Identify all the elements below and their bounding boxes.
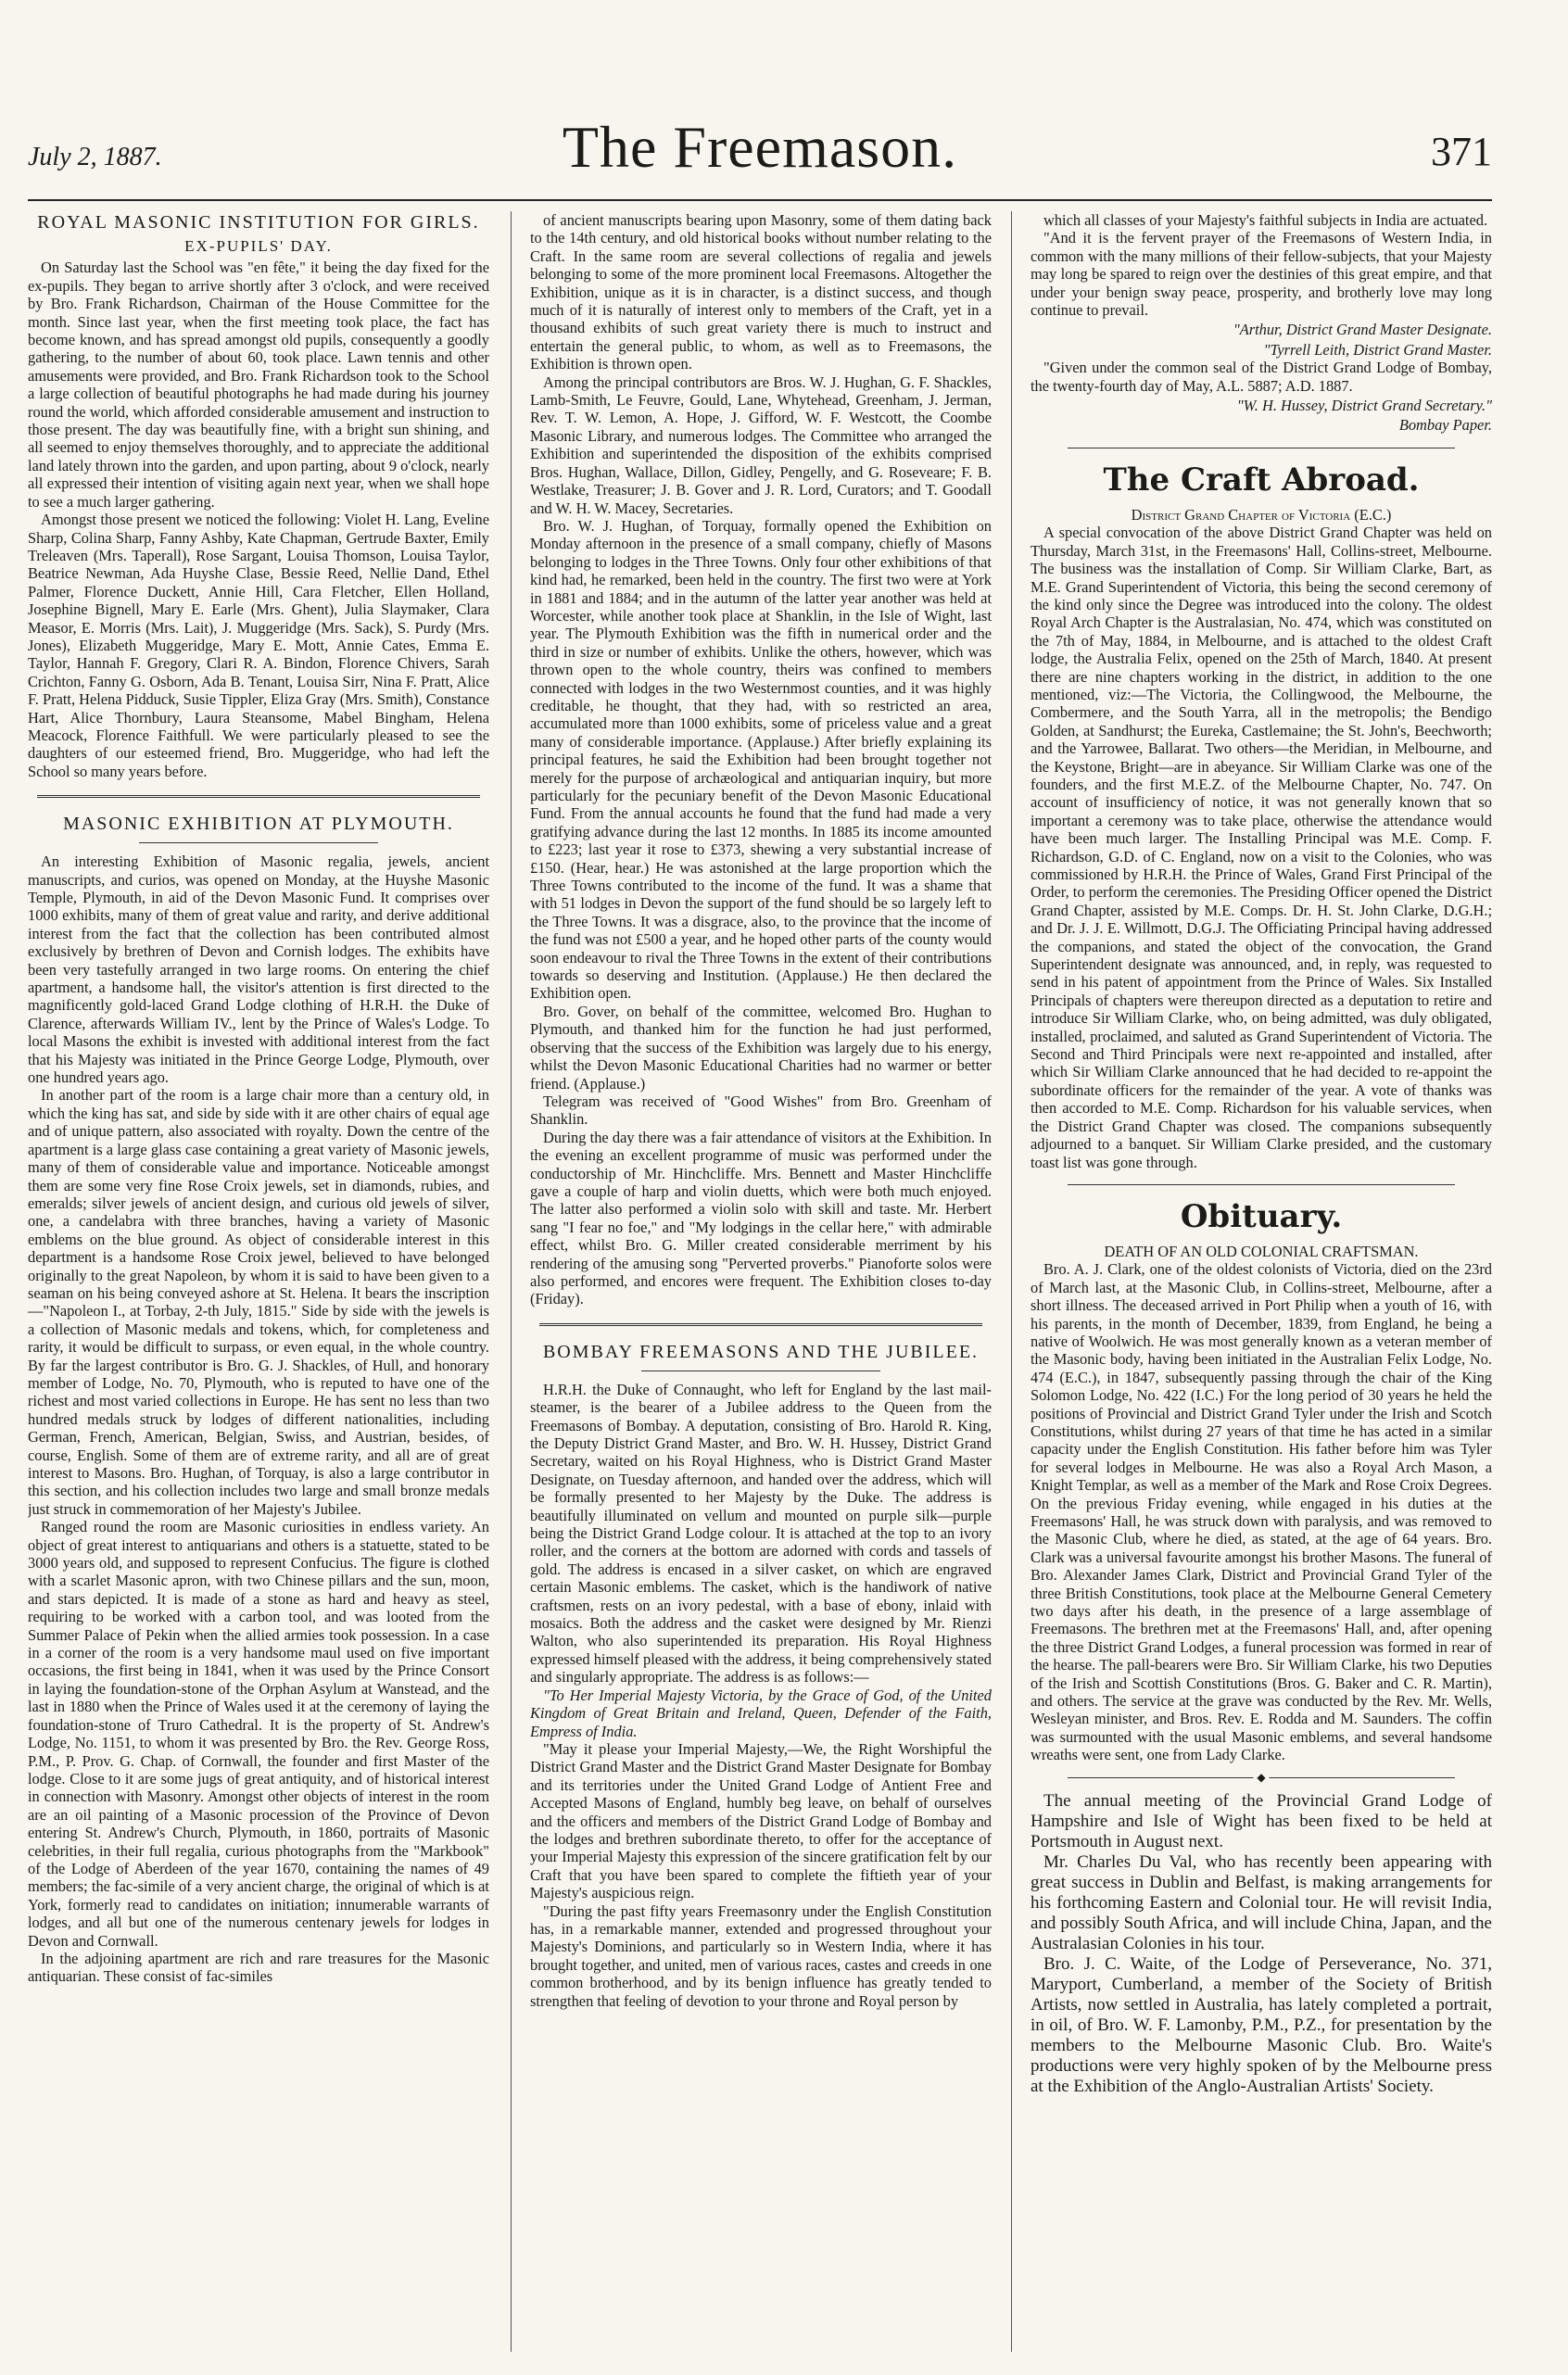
paragraph: Bro. J. C. Waite, of the Lodge of Perseverance, No. 371, Maryport, Cumberland, a member of the Society of British Artists, now settled in Australia, has lately completed a portrait, in oil, of Bro. W. F. Lamonby, P.M., P.Z., for presentation by the members to the Melbourne Masonic Club. Bro. Waite's productions were very highly spoken of by the Melbourne press at the Exhibition of the Anglo-Australian Artists' Society. <box>1031 1953 1492 2096</box>
article-title-plymouth-exhibition: MASONIC EXHIBITION AT PLYMOUTH. <box>63 814 454 835</box>
paragraph: Amongst those present we noticed the following: Violet H. Lang, Eveline Sharp, Colina Sharp, Fanny Ashby, Kate Chapman, Gertrude Baxter, Emily Treleaven (Mrs. Taperall), Rose Sargant, Louisa Thomson, Louisa Taylor, Beatrice Newman, Ada Huyshe Clase, Bessie Reed, Nellie Dand, Ethel Palmer, Florence Duckett, Annie Hill, Cara Fletcher, Ellen Holland, Josephine Bignell, Mary E. Earle (Mrs. Ghent), Julia Slaymaker, Clara Measor, E. Morris (Mrs. Lait), J. Muggeridge (Mrs. Sack), S. Purdy (Mrs. Jones), Elizabeth Muggeridge, Mary E. Mott, Annie Cates, Emma E. Taylor, Hannah F. Gregory, Clari R. A. Bindon, Florence Chivers, Sarah Crichton, Fanny G. Osborn, Ada B. Tenant, Louisa Sirr, Nina F. Pratt, Alice F. Pratt, Helena Pidduck, Susie Tippler, Eliza Gray (Mrs. Smith), Constance Hart, Alice Thornbury, Laura Steansome, Mabel Bingham, Helena Meacock, Florence Faithfull. We were particularly pleased to see the daughters of our esteemed friend, Bro. Muggeridge, who had left the School so many years before. <box>28 511 489 780</box>
ornament-divider <box>1068 1777 1455 1778</box>
paragraph: Ranged round the room are Masonic curiosities in endless variety. An object of great interest to antiquarians and others is a statuette, stated to be 3000 years old, and supposed to represent Confucius. The figure is clothed with a scarlet Masonic apron, with two Chinese pillars and the sun, moon, and stars depicted. It is made of a stone as hard and heavy as steel, requiring to be worked with a carbon tool, and was looted from the Summer Palace of Pekin when the allied armies took possession. In a case in a corner of the room is a very handsome maul used on five important occasions, the first being in 1841, when it was used by the Prince Consort in laying the foundation-stone of the Orphan Asylum at Wanstead, and the last in 1880 when the Prince of Wales used it at the ceremony of laying the foundation-stone of Truro Cathedral. It is the property of St. Andrew's Lodge, No. 1151, to whom it was presented by Bro. the Rev. George Ross, P.M., P. Prov. G. Chap. of Cornwall, the founder and first Master of the lodge. Close to it are some jugs of great antiquity, and of historical interest in connection with Masonry. Amongst other objects of interest in the room are an oil painting of a Masonic procession of the Province of Devon entering St. Andrew's Church, Plymouth, in 1860, portraits of Masonic celebrities, in their full regalia, curious photographs from the "Markbook" of the Lodge of Aberdeen of the year 1670, containing the names of 49 members; the fac-simile of a very ancient charge, the original of which is at York, formerly read to candidates on initiation; innumerable warrants of lodges, and all but one of the numerous centenary jewels for lodges in Devon and Cornwall. <box>28 1518 489 1950</box>
paragraph: A special convocation of the above District Grand Chapter was held on Thursday, March 31st, in the Freemasons' Hall, Collins-street, Melbourne. The business was the installation of Comp. Sir William Clarke, Bart, as M.E. Grand Superintendent of Victoria, this being the second ceremony of the kind only since the Degree was introduced into the colony. The oldest Royal Arch Chapter is the Australasian, No. 474, which was constituted on the 7th of May, 1884, in Melbourne, and is attached to the oldest Craft lodge, the Australia Felix, opened on the 25th of March, 1840. At present there are nine chapters working in the district, in addition to the one mentioned, viz:—The Victoria, the Collingwood, the Melbourne, the Combermere, and the South Yarra, all in the metropolis; the Bendigo Golden, at Sandhurst; the Eureka, Castlemaine; the St. John's, Beechworth; and the Yarrowee, Ballarat. Two others—the Meridian, in Melbourne, and the Keystone, Bright—are in abeyance. Sir William Clarke was one of the founders, and the first M.E.Z. of the Melbourne Chapter, No. 747. On account of insufficiency of notice, it was not generally known that so important a ceremony was to take place, otherwise the attendance would have been much larger. The Installing Principal was M.E. Comp. F. Richardson, G.D. of C. England, now on a visit to the Colonies, who was commissioned by H.R.H. the Prince of Wales, Grand First Principal of the Order, to perform the ceremonies. The Presiding Officer opened the District Grand Chapter, assisted by M.E. Comps. Dr. H. St. John Clarke, D.G.H.; and Dr. J. J. E. Willmott, D.G.J. The Officiating Principal having addressed the companions, and stated the object of the convocation, the Grand Superintendent designate was announced, and, in reply, was requested to send in his patent of appointment from the Prince of Wales. Six Installed Principals of chapters were thereupon directed as a deputation to retire and introduce Sir William Clarke, who, on being admitted, was duly obligated, installed, proclaimed, and saluted as Grand Superintendent of Victoria. The Second and Third Principals were next re-appointed and installed, after which Sir William Clarke announced that he had decided to re-appoint the subordinate officers for the remainder of the year. A vote of thanks was then accorded to M.E. Comp. Richardson for his valuable services, when the District Grand Chapter was closed. The companions subsequently adjourned to a banquet. Sir William Clarke presided, and the customary toast list was gone through. <box>1031 524 1492 1171</box>
signature: "Arthur, District Grand Master Designate. <box>1233 321 1492 339</box>
column-1 <box>28 211 489 2352</box>
section-divider <box>37 795 480 798</box>
article-title-bombay-freemasons: BOMBAY FREEMASONS AND THE JUBILEE. <box>542 1341 980 1362</box>
signature: "Tyrrell Leith, District Grand Master. <box>1263 340 1492 359</box>
paragraph: "May it please your Imperial Majesty,—We, the Right Worshipful the District Grand Master and the District Grand Master Designate for Bombay and its territories under the United Grand Lodge of Antient Free and Accepted Masons of England, humbly beg leave, on behalf of ourselves and the officers and members of the District Grand Lodge of Bombay and the lodges and brethren subordinate thereto, to offer for the acceptance of your Imperial Majesty this expression of the sincere gratification felt by our Craft that you have been spared to complete the fiftieth year of your Majesty's auspicious reign. <box>530 1739 992 1902</box>
issue-date: July 2, 1887. <box>28 143 162 171</box>
paragraph: During the day there was a fair attendance of visitors at the Exhibition. In the evening an excellent programme of music was performed under the conductorship of Mr. Hinchcliffe. Mrs. Bennett and Master Hinchcliffe gave a couple of harp and violin duetts, which were both much enjoyed. The latter also performed a violin solo with skill and taste. Mr. Herbert sang "I fear no foe," and "My lodgings in the cellar here," with admirable effect, whilst Bro. G. Miller created considerable merriment by his rendering of the amusing song "Perverted proverbs." Pianoforte solos were also performed, and encores were frequent. The Exhibition closes to-day (Friday). <box>530 1128 992 1308</box>
paragraph: "During the past fifty years Freemasonry under the English Constitution has, in a remarkable manner, extended and progressed throughout your Majesty's Dominions, and particularly so in Western India, where it has brought together, and united, men of various races, castes and creeds in one common brotherhood, and by its benign influence has greatly tended to strengthen that feeling of devotion to your throne and Royal person by <box>530 1901 992 2010</box>
paragraph: An interesting Exhibition of Masonic regalia, jewels, ancient manuscripts, and curios, was opened on Monday, at the Huyshe Masonic Temple, Plymouth, in aid of the Devon Masonic Fund. It comprises over 1000 exhibits, many of them of great value and rarity, and derive additional interest from the fact that the collection has been contributed almost exclusively by brethren of Devon and Cornish lodges. The exhibits have been very tastefully arranged in two large rooms. On entering the chief apartment, a handsome hall, the visitor's attention is first directed to the magnificently gold-laced Grand Lodge clothing of H.R.H. the Duke of Clarence, afterwards William IV., lent by the Prince of Wales's Lodge. To local Masons the exhibit is invested with additional interest from the fact that his Majesty was initiated in the Prince George Lodge, Plymouth, over one hundred years ago. <box>28 853 489 1087</box>
section-heading-craft-abroad: The Craft Abroad. <box>1103 461 1420 499</box>
paragraph: In the adjoining apartment are rich and rare treasures for the Masonic antiquarian. These consist of fac-similes <box>28 1949 489 1986</box>
paragraph: which all classes of your Majesty's faithful subjects in India are actuated. <box>1043 211 1488 229</box>
section-divider <box>1068 1184 1455 1185</box>
column-rule-1 <box>511 211 512 2352</box>
section-heading-obituary: Obituary. <box>1180 1197 1343 1235</box>
paragraph: Telegram was received of "Good Wishes" from Bro. Greenham of Shanklin. <box>530 1092 992 1129</box>
paragraph: of ancient manuscripts bearing upon Masonry, some of them dating back to the 14th century, and old historical books without number relating to the Craft. In the same room are several collections of regalia and jewels belonging to some of the more prominent local Freemasons. Altogether the Exhibition, unique as it is in character, is a distinct success, and though much of it is naturally of interest only to members of the Craft, yet in a thousand exhibits of such great variety there is much to instruct and entertain the general public, to whom, as well as to Freemasons, the Exhibition is thrown open. <box>530 211 992 373</box>
title-rule <box>139 842 378 843</box>
paragraph: "And it is the fervent prayer of the Freemasons of Western India, in common with the many millions of their fellow-subjects, that your Majesty may long be spared to reign over the destinies of this great empire, and that under your benign sway peace, prosperity, and brotherly love may long continue to prevail. <box>1031 229 1492 320</box>
paragraph: On Saturday last the School was "en fête," it being the day fixed for the ex-pupils. They began to arrive shortly after 3 o'clock, and were received by Bro. Frank Richardson, Chairman of the House Committee for the month. Since last year, when the first meeting took place, the fact has become known, and has spread amongst old pupils, consequently a goodly gathering, to the number of about 60, took place. Lawn tennis and other amusements were provided, and Bro. Frank Richardson took to the School a large collection of beautiful photographs he had made during his journey round the world, which afforded considerable amusement and instruction to those present. The day was beautifully fine, with a bright sun shining, and all seemed to enjoy themselves thoroughly, and to appreciate the additional land lately thrown into the garden, and upon parting, about 9 o'clock, nearly all expressed their intention of visiting again next year, when we shall hope to see a much larger gathering. <box>28 259 489 511</box>
paragraph: Bro. Gover, on behalf of the committee, welcomed Bro. Hughan to Plymouth, and thanked him for the function he had just performed, observing that the success of the Exhibition was largely due to his energy, whilst the Devon Masonic Educational Charities had no warmer or better friend. (Applause.) <box>530 1002 992 1093</box>
column-3 <box>1031 211 1492 2352</box>
paragraph: Bro. W. J. Hughan, of Torquay, formally opened the Exhibition on Monday afternoon in the presence of a small company, chiefly of Masons belonging to lodges in the Three Towns. Only four other exhibitions of that kind had, he remarked, been held in the country. The first two were at York in 1881 and 1884; and in the autumn of the latter year another was held at Worcester, while another took place at Shanklin, in the Isle of Wight, last year. The Plymouth Exhibition was the fifth in numerical order and the third in size or number of exhibits. Unlike the others, however, which was thrown open to the whole country, theirs was confined to members connected with lodges in the two Westernmost counties, and it was highly creditable, he thought, that they had, with so restricted an area, accumulated more than 1000 exhibits, some of priceless value and a great many of considerable importance. (Applause.) After briefly explaining its principal features, he said the Exhibition had been brought together not merely for the purpose of archæological and antiquarian inquiry, but more particularly for the pecuniary benefit of the Devon Masonic Educational Fund. From the annual accounts he found that the fund had made a very gratifying advance during the last 12 months. In 1885 its income amounted to £223; last year it rose to £373, shewing a very substantial increase of £150. (Hear, hear.) He was astonished at the large proportion which the Three Towns contributed to the income of the fund. It was a shame that with 51 lodges in Devon the support of the fund should be so largely left to the Three Towns. It was a disgrace, also, to the province that the income of the fund was not £500 a year, and he hoped other parts of the county would soon endeavour to rival the Three Towns in the extent of their contributions towards so deserving and Institution. (Applause.) He then declared the Exhibition open. <box>530 516 992 1003</box>
column-2 <box>530 211 992 2352</box>
article-subhead-ex-pupils: EX-PUPILS' DAY. <box>184 237 333 255</box>
paragraph: Bro. A. J. Clark, one of the oldest colonists of Victoria, died on the 23rd of March last, at the Masonic Club, in Collins-street, Melbourne, after a short illness. The deceased arrived in Port Philip when a youth of 16, with his parents, in the month of December, 1839, from England, he being a native of Woolwich. He was most generally known as a veteran member of the Masonic body, having been initiated in the Australian Felix Lodge, No. 474 (E.C.), in 1847, subsequently passing through the chair of the King Solomon Lodge, No. 422 (I.C.) For the long period of 30 years he held the positions of Provincial and District Grand Tyler under the Irish and Scotch Constitutions, whilst during 27 years of that time he has acted in a similar capacity under the English Constitution. His father before him was Tyler for several lodges in Melbourne. He was also a Royal Arch Mason, a Knight Templar, as well as a member of the Mark and Rose Croix Degrees. On the previous Friday evening, while engaged in his duties at the Freemasons' Hall, he was struck down with paralysis, and was removed to the Masonic Club, where he died, as stated, at the age of 64 years. Bro. Clark was a universal favourite amongst his brother Masons. The funeral of Bro. Alexander James Clark, District and Provincial Grand Tyler of the three British Constitutions, took place at the Melbourne General Cemetery two days after his death, in the presence of a large assemblage of Freemasons. The brethren met at the Freemasons' Hall, and, after opening the three District Grand Lodges, a funeral procession was formed in rear of the hearse. The pall-bearers were Bro. Sir William Clarke, his two Deputies of the Irish and Scottish Constitutions (Bros. G. Baker and C. R. Martin), and others. The service at the grave was conducted by the Rev. Mr. Wells, Wesleyan minister, and Bros. Rev. E. Rodda and M. Saunders. The coffin was surmounted with the usual Masonic emblems, and several handsome wreaths were sent, one from Lady Clarke. <box>1031 1260 1492 1764</box>
article-subhead-victoria: District Grand Chapter of Victoria (E.C.) <box>1131 505 1392 524</box>
paragraph: The annual meeting of the Provincial Grand Lodge of Hampshire and Isle of Wight has been fixed to be held at Portsmouth in August next. <box>1031 1790 1492 1851</box>
address-salutation: "To Her Imperial Majesty Victoria, by the Grace of God, of the United Kingdom of Great Britain and Ireland, Queen, Defender of the Faith, Empress of India. <box>530 1686 992 1740</box>
paragraph: "Given under the common seal of the District Grand Lodge of Bombay, the twenty-fourth day of May, A.L. 5887; A.D. 1887. <box>1031 359 1492 395</box>
paragraph: In another part of the room is a large chair more than a century old, in which the king has sat, and side by side with it are other chairs of equal age and of unique pattern, also associated with royalty. Down the centre of the apartment is a large glass case containing a great variety of Masonic jewels, many of them of considerable value and importance. Noticeable amongst them are some very fine Rose Croix jewels, set in diamonds, rubies, and emeralds; silver jewels of ancient design, and curious old jewels of silver, one, a candelabra with three branches, having a variety of Masonic emblems on the blue ground. As object of considerable interest in this department is a handsome Rose Croix jewel, believed to have belonged originally to the great Napoleon, by whom it is said to have been given to a seaman on his being conveyed ashore at St. Helena. It bears the inscription—"Napoleon I., at Torbay, 2-th July, 1815." Side by side with the jewels is a collection of Masonic medals and tokens, which, for completeness and rarity, it would be difficult to surpass, or even equal, in the whole country. By far the largest contributor is Bro. G. J. Shackles, of Hull, and honorary member of Lodge, No. 70, Plymouth, who is reputed to have one of the richest and most varied collections in Europe. He has sent no less than two hundred medals struck by lodges of different nationalities, including German, French, American, Belgian, Swiss, and Austrian, besides, of course, English. Some of them are of extreme rarity, and all are of great interest to Masons. Bro. Hughan, of Torquay, is also a large contributor in this section, and his collection includes two large and small bronze medals just struck in commemoration of her Majesty's Jubilee. <box>28 1086 489 1518</box>
article-title-girls-institution: ROYAL MASONIC INSTITUTION FOR GIRLS. <box>37 212 480 233</box>
paragraph: H.R.H. the Duke of Connaught, who left for England by the last mail-steamer, is the bearer of a Jubilee address to the Queen from the Freemasons of Bombay. A deputation, consisting of Bro. Harold R. King, the Deputy District Grand Master, and Bro. W. H. Hussey, District Grand Secretary, waited on his Royal Highness, who is District Grand Master Designate, on Tuesday afternoon, and handed over the address, which will be formally presented to her Majesty by the Duke. The address is beautifully illuminated on vellum and mounted on purple silk—purple being the District Grand Lodge colour. It is attached at the top to an ivory roller, and the corners at the bottom are adorned with cords and tassels of gold. The address is encased in a silver casket, on which are engraved certain Masonic emblems. The casket, which is the handiwork of native craftsmen, rests on an ivory pedestal, with a base of ebony, inlaid with mosaics. Both the address and the casket were designed by Mr. Rienzi Walton, who also superintended its preparation. His Royal Highness expressed himself pleased with the address, it being comprehensively stated and singularly appropriate. The address is as follows:— <box>530 1380 992 1687</box>
notes-block <box>1031 1791 1492 2097</box>
masthead <box>28 111 1492 201</box>
article-subhead-old-craftsman: DEATH OF AN OLD COLONIAL CRAFTSMAN. <box>1104 1242 1419 1260</box>
source-credit: Bombay Paper. <box>1398 416 1492 435</box>
paragraph: Mr. Charles Du Val, who has recently been appearing with great success in Dublin and Belfast, is making arrangements for his forthcoming Eastern and Colonial tour. He will revisit India, and possibly South Africa, and will include China, Japan, and the Australasian Colonies in his tour. <box>1031 1851 1492 1953</box>
signature: "W. H. Hussey, District Grand Secretary." <box>1236 397 1492 415</box>
newspaper-title: The Freemason. <box>562 114 958 180</box>
page-number: 371 <box>1431 129 1492 174</box>
column-rule-2 <box>1011 211 1012 2352</box>
paragraph: Among the principal contributors are Bros. W. J. Hughan, G. F. Shackles, Lamb-Smith, Le Feuvre, Gould, Lane, Whytehead, Greenham, J. Jerman, Rev. T. W. Lemon, A. Hope, J. Gifford, W. F. Westcott, the Coombe Masonic Library, and numerous lodges. The Committee who arranged the Exhibition and superintended the disposition of the exhibits comprised Bros. Hughan, Wallace, Dillon, Gidley, Pengelly, and G. Roseveare; F. B. Westlake, Treasurer; J. B. Gover and J. R. Lord, Curators; and T. Goodall and W. H. W. Macey, Secretaries. <box>530 373 992 517</box>
section-divider <box>539 1323 982 1326</box>
